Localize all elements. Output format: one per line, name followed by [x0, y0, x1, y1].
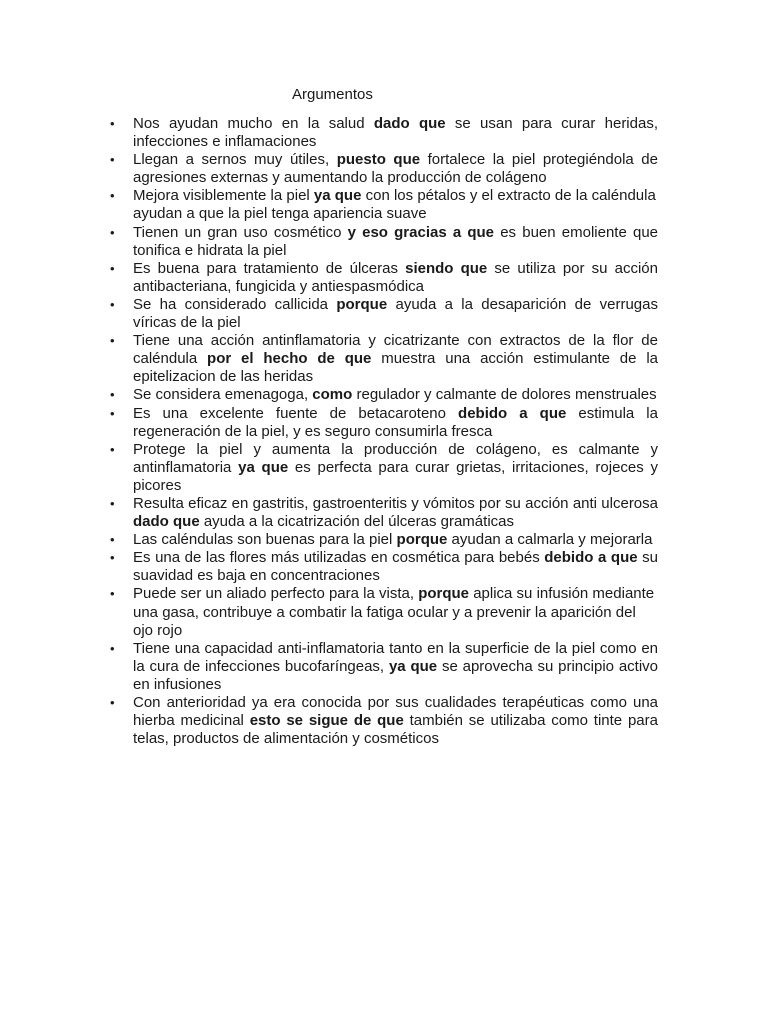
- argument-text-before: Resulta eficaz en gastritis, gastroenteritis y vómitos por su acción anti ulcerosa: [133, 494, 658, 512]
- bullet-icon: •: [110, 188, 115, 204]
- argument-item: [110, 332, 658, 386]
- argument-text-after: con los pétalos y el extracto de la caléndula ayudan a que la piel tenga apariencia suave: [133, 187, 656, 223]
- argument-text-after: ayuda a la desaparición de verrugas víricas de la piel: [133, 295, 658, 332]
- argument-text-after: se utiliza por su acción antibacteriana, fungicida y antiespasmódica: [133, 259, 658, 295]
- argument-text-after: fortalece la piel protegiéndola de agresiones externas y aumentando la producción de colágeno: [133, 151, 658, 187]
- argument-text-before: Las caléndulas son buenas para la piel: [133, 531, 397, 549]
- argument-text-before: Tienen un gran uso cosmético: [133, 223, 348, 241]
- argument-text-after: es perfecta para curar grietas, irritaciones, rojeces y picores: [133, 458, 658, 494]
- argument-text-before: Llegan a sernos muy útiles,: [133, 151, 337, 169]
- argument-item: [110, 386, 658, 404]
- argument-text-before: Nos ayudan mucho en la salud: [133, 115, 374, 132]
- argument-text-before: Se considera emenagoga,: [133, 386, 313, 404]
- argument-connector: puesto que: [336, 151, 421, 169]
- argument-connector: ya que: [388, 657, 438, 675]
- argument-text-before: Protege la piel y aumenta la producción de colágeno, es calmante y antinflamatoria: [133, 440, 658, 476]
- argument-connector: dado que: [133, 513, 200, 531]
- argument-item: [110, 531, 658, 549]
- argument-connector: porque: [396, 531, 448, 549]
- argument-item: [110, 296, 658, 332]
- argument-item: [110, 549, 658, 585]
- bullet-icon: •: [110, 387, 115, 403]
- argument-connector: debido a que: [544, 549, 638, 567]
- argument-connector: porque: [418, 585, 470, 603]
- argument-connector: como: [312, 386, 353, 404]
- argument-text-before: Es una excelente fuente de betacaroteno: [133, 404, 459, 422]
- argument-text-before: Con anterioridad ya era conocida por sus cualidades terapéuticas como una hierba medicinal: [133, 694, 658, 730]
- argument-text-before: Puede ser un aliado perfecto para la vista,: [133, 585, 419, 603]
- argument-connector: porque: [336, 295, 388, 313]
- argument-connector: siendo que: [405, 259, 488, 277]
- argument-text-after: aplica su infusión mediante una gasa, contribuye a combatir la fatiga ocular y a prevenir la aparición del ojo rojo: [133, 585, 655, 639]
- argument-item: [110, 495, 658, 531]
- bullet-icon: •: [110, 224, 115, 240]
- argument-text-before: Es una de las flores más utilizadas en cosmética para bebés: [133, 549, 545, 567]
- argument-item: [110, 640, 658, 694]
- argument-text-after: regulador y calmante de dolores menstruales: [352, 386, 657, 404]
- bullet-icon: •: [110, 405, 115, 421]
- bullet-icon: •: [110, 296, 115, 312]
- argument-text-before: Tiene una capacidad anti-inflamatoria tanto en la superficie de la piel como en la cura de infecciones bucofaríngeas,: [133, 639, 658, 675]
- argument-item: [110, 405, 658, 441]
- argument-connector: y eso gracias a que: [347, 223, 495, 241]
- argument-text-after: muestra una acción estimulante de la epitelizacion de las heridas: [133, 350, 658, 386]
- argument-text-before: Mejora visiblemente la piel: [133, 187, 314, 205]
- argument-item: [110, 115, 658, 151]
- bullet-icon: •: [110, 333, 115, 349]
- argument-item: [110, 260, 658, 296]
- bullet-icon: •: [110, 495, 115, 511]
- bullet-icon: •: [110, 260, 115, 276]
- argument-text-before: Es buena para tratamiento de úlceras: [133, 259, 406, 277]
- argument-text-after: es buen emoliente que tonifica e hidrata la piel: [133, 223, 659, 259]
- bullet-icon: •: [110, 532, 115, 548]
- argument-text-after: su suavidad es baja en concentraciones: [133, 549, 658, 585]
- bullet-icon: •: [110, 550, 115, 566]
- bullet-icon: •: [110, 586, 115, 602]
- arguments-list: [110, 115, 658, 748]
- argument-connector: debido a que: [458, 404, 567, 422]
- bullet-icon: •: [110, 152, 115, 168]
- argument-connector: por el hecho de que: [207, 350, 372, 368]
- argument-text-before: Tiene una acción antinflamatoria y cicatrizante con extractos de la flor de caléndula: [133, 332, 658, 368]
- argument-connector: esto se sigue de que: [249, 712, 404, 730]
- argument-item: [110, 187, 658, 223]
- argument-text-after: ayudan a calmarla y mejorarla: [447, 531, 653, 549]
- argument-text-before: Se ha considerado callicida: [133, 295, 337, 313]
- argument-item: [110, 441, 658, 495]
- argument-connector: dado que: [373, 115, 446, 132]
- argument-connector: ya que: [238, 458, 289, 476]
- argument-item: [110, 224, 658, 260]
- argument-text-after: se usan para curar heridas, infecciones e inflamaciones: [133, 115, 658, 151]
- argument-item: [110, 585, 658, 639]
- argument-connector: ya que: [313, 187, 362, 205]
- argument-text-after: se aprovecha su principio activo en infusiones: [133, 657, 659, 693]
- argument-item: [110, 151, 658, 187]
- bullet-icon: •: [110, 441, 115, 457]
- bullet-icon: •: [110, 695, 115, 710]
- bullet-icon: •: [110, 640, 115, 656]
- document-title: Argumentos: [292, 86, 373, 103]
- argument-text-after: ayuda a la cicatrización del úlceras gramáticas: [199, 513, 514, 531]
- bullet-icon: •: [110, 116, 115, 131]
- argument-item: [110, 694, 658, 748]
- argument-text-after: estimula la regeneración de la piel, y es seguro consumirla fresca: [133, 404, 658, 440]
- argument-text-after: también se utilizaba como tinte para telas, productos de alimentación y cosméticos: [133, 712, 658, 748]
